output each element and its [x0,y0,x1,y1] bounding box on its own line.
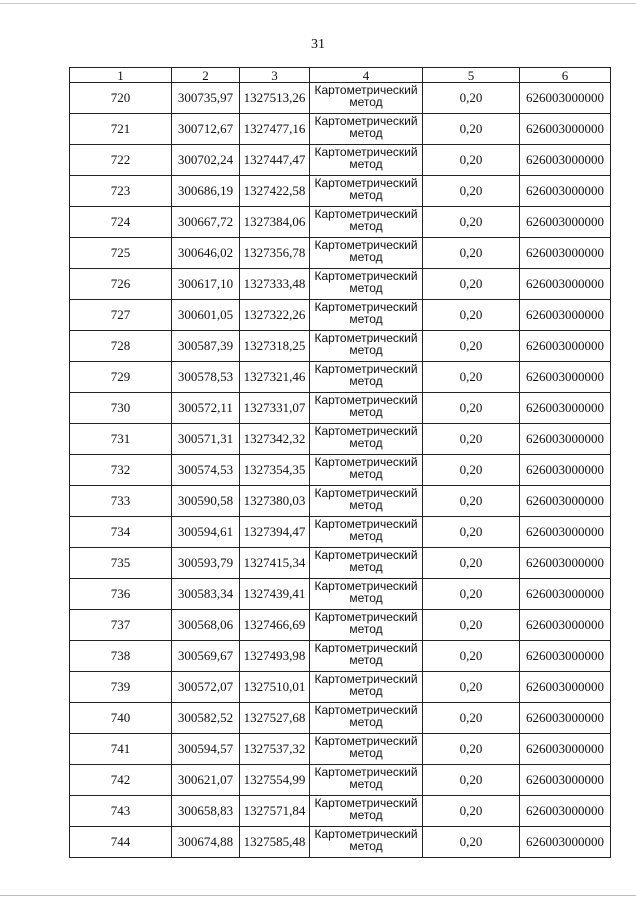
column-header: 4 [310,68,423,83]
code-cell: 626003000000 [520,269,611,300]
accuracy-cell: 0,20 [423,517,520,548]
point-number-cell: 724 [70,207,172,238]
code-cell: 626003000000 [520,424,611,455]
method-text-line2: метод [349,591,383,605]
table-row [70,641,611,672]
x-coordinate-cell: 300572,07 [172,672,240,703]
y-coordinate-cell: 1327354,35 [240,455,310,486]
method-text-line1: Картометрический [314,827,418,841]
method-text-line2: метод [349,529,383,543]
table-row [70,517,611,548]
accuracy-cell: 0,20 [423,424,520,455]
table-row [70,424,611,455]
column-header: 2 [172,68,240,83]
scan-edge-bottom [0,895,636,896]
x-coordinate-cell: 300702,24 [172,145,240,176]
x-coordinate-cell: 300569,67 [172,641,240,672]
x-coordinate-cell: 300582,52 [172,703,240,734]
point-number-cell: 732 [70,455,172,486]
method-text-line1: Картометрический [314,362,418,376]
method-cell [310,455,423,486]
point-number-cell: 730 [70,393,172,424]
code-cell: 626003000000 [520,579,611,610]
table-row [70,176,611,207]
y-coordinate-cell: 1327585,48 [240,827,310,858]
method-text-line1: Картометрический [314,672,418,686]
table-row [70,734,611,765]
method-cell [310,331,423,362]
code-cell: 626003000000 [520,672,611,703]
column-header: 6 [520,68,611,83]
code-cell: 626003000000 [520,145,611,176]
table-row [70,610,611,641]
accuracy-cell: 0,20 [423,734,520,765]
method-text-line2: метод [349,560,383,574]
column-header: 1 [70,68,172,83]
code-cell: 626003000000 [520,114,611,145]
method-text-line1: Картометрический [314,83,418,97]
column-header: 3 [240,68,310,83]
accuracy-cell: 0,20 [423,486,520,517]
table-row [70,703,611,734]
code-cell: 626003000000 [520,486,611,517]
method-cell [310,238,423,269]
point-number-cell: 736 [70,579,172,610]
accuracy-cell: 0,20 [423,331,520,362]
method-text-line1: Картометрический [314,486,418,500]
y-coordinate-cell: 1327571,84 [240,796,310,827]
method-cell [310,300,423,331]
accuracy-cell: 0,20 [423,765,520,796]
method-text-line1: Картометрический [314,796,418,810]
y-coordinate-cell: 1327554,99 [240,765,310,796]
method-text-line1: Картометрический [314,269,418,283]
point-number-cell: 734 [70,517,172,548]
table-row [70,579,611,610]
table-body [70,83,611,858]
y-coordinate-cell: 1327493,98 [240,641,310,672]
code-cell: 626003000000 [520,765,611,796]
method-cell [310,114,423,145]
y-coordinate-cell: 1327331,07 [240,393,310,424]
method-text-line2: метод [349,777,383,791]
y-coordinate-cell: 1327422,58 [240,176,310,207]
x-coordinate-cell: 300593,79 [172,548,240,579]
method-text-line2: метод [349,157,383,171]
table-row [70,238,611,269]
x-coordinate-cell: 300571,31 [172,424,240,455]
method-cell [310,424,423,455]
x-coordinate-cell: 300667,72 [172,207,240,238]
point-number-cell: 737 [70,610,172,641]
point-number-cell: 722 [70,145,172,176]
accuracy-cell: 0,20 [423,796,520,827]
method-text-line1: Картометрический [314,641,418,655]
table-row [70,765,611,796]
method-text-line1: Картометрический [314,300,418,314]
method-text-line2: метод [349,405,383,419]
x-coordinate-cell: 300617,10 [172,269,240,300]
method-cell [310,145,423,176]
code-cell: 626003000000 [520,83,611,114]
method-text-line1: Картометрический [314,238,418,252]
code-cell: 626003000000 [520,455,611,486]
table-row [70,269,611,300]
x-coordinate-cell: 300621,07 [172,765,240,796]
table-row [70,145,611,176]
y-coordinate-cell: 1327384,06 [240,207,310,238]
method-cell [310,486,423,517]
point-number-cell: 741 [70,734,172,765]
accuracy-cell: 0,20 [423,114,520,145]
y-coordinate-cell: 1327318,25 [240,331,310,362]
table-row [70,548,611,579]
method-text-line2: метод [349,467,383,481]
method-cell [310,827,423,858]
accuracy-cell: 0,20 [423,300,520,331]
point-number-cell: 731 [70,424,172,455]
method-text-line1: Картометрический [314,517,418,531]
x-coordinate-cell: 300568,06 [172,610,240,641]
method-cell [310,579,423,610]
method-text-line2: метод [349,653,383,667]
coordinates-table [69,67,611,858]
code-cell: 626003000000 [520,827,611,858]
method-text-line2: метод [349,343,383,357]
x-coordinate-cell: 300590,58 [172,486,240,517]
method-text-line1: Картометрический [314,548,418,562]
method-text-line1: Картометрический [314,145,418,159]
table-row [70,827,611,858]
y-coordinate-cell: 1327333,48 [240,269,310,300]
point-number-cell: 742 [70,765,172,796]
method-text-line1: Картометрический [314,703,418,717]
x-coordinate-cell: 300674,88 [172,827,240,858]
method-cell [310,734,423,765]
method-cell [310,641,423,672]
x-coordinate-cell: 300583,34 [172,579,240,610]
point-number-cell: 738 [70,641,172,672]
accuracy-cell: 0,20 [423,83,520,114]
x-coordinate-cell: 300572,11 [172,393,240,424]
y-coordinate-cell: 1327513,26 [240,83,310,114]
point-number-cell: 727 [70,300,172,331]
method-cell [310,207,423,238]
method-cell [310,362,423,393]
method-text-line2: метод [349,374,383,388]
method-text-line2: метод [349,219,383,233]
point-number-cell: 743 [70,796,172,827]
y-coordinate-cell: 1327537,32 [240,734,310,765]
y-coordinate-cell: 1327380,03 [240,486,310,517]
table-row [70,207,611,238]
method-text-line2: метод [349,95,383,109]
code-cell: 626003000000 [520,796,611,827]
table-header-row [70,68,611,83]
method-text-line1: Картометрический [314,114,418,128]
code-cell: 626003000000 [520,300,611,331]
point-number-cell: 726 [70,269,172,300]
method-text-line1: Картометрический [314,455,418,469]
method-cell [310,610,423,641]
method-text-line1: Картометрический [314,579,418,593]
method-cell [310,176,423,207]
method-text-line2: метод [349,839,383,853]
x-coordinate-cell: 300658,83 [172,796,240,827]
y-coordinate-cell: 1327321,46 [240,362,310,393]
x-coordinate-cell: 300686,19 [172,176,240,207]
method-cell [310,548,423,579]
code-cell: 626003000000 [520,548,611,579]
table-row [70,83,611,114]
scan-edge-top [0,3,636,4]
accuracy-cell: 0,20 [423,610,520,641]
point-number-cell: 723 [70,176,172,207]
table-row [70,672,611,703]
method-text-line2: метод [349,281,383,295]
x-coordinate-cell: 300574,53 [172,455,240,486]
method-text-line2: метод [349,188,383,202]
accuracy-cell: 0,20 [423,207,520,238]
y-coordinate-cell: 1327322,26 [240,300,310,331]
method-text-line2: метод [349,622,383,636]
x-coordinate-cell: 300712,67 [172,114,240,145]
method-text-line2: метод [349,126,383,140]
method-text-line2: метод [349,715,383,729]
accuracy-cell: 0,20 [423,145,520,176]
table-row [70,393,611,424]
column-header: 5 [423,68,520,83]
y-coordinate-cell: 1327477,16 [240,114,310,145]
y-coordinate-cell: 1327439,41 [240,579,310,610]
method-text-line2: метод [349,498,383,512]
method-text-line2: метод [349,250,383,264]
method-text-line1: Картометрический [314,610,418,624]
method-cell [310,83,423,114]
y-coordinate-cell: 1327342,32 [240,424,310,455]
y-coordinate-cell: 1327447,47 [240,145,310,176]
point-number-cell: 739 [70,672,172,703]
accuracy-cell: 0,20 [423,176,520,207]
accuracy-cell: 0,20 [423,393,520,424]
y-coordinate-cell: 1327356,78 [240,238,310,269]
x-coordinate-cell: 300601,05 [172,300,240,331]
method-text-line1: Картометрический [314,765,418,779]
y-coordinate-cell: 1327466,69 [240,610,310,641]
method-cell [310,672,423,703]
y-coordinate-cell: 1327415,34 [240,548,310,579]
x-coordinate-cell: 300594,57 [172,734,240,765]
x-coordinate-cell: 300594,61 [172,517,240,548]
point-number-cell: 720 [70,83,172,114]
method-cell [310,517,423,548]
method-cell [310,269,423,300]
method-cell [310,765,423,796]
table-row [70,455,611,486]
page-number: 31 [311,37,325,52]
accuracy-cell: 0,20 [423,548,520,579]
table-row [70,796,611,827]
method-cell [310,703,423,734]
y-coordinate-cell: 1327394,47 [240,517,310,548]
table-row [70,300,611,331]
point-number-cell: 728 [70,331,172,362]
method-text-line1: Картометрический [314,734,418,748]
y-coordinate-cell: 1327527,68 [240,703,310,734]
method-text-line1: Картометрический [314,424,418,438]
table-row [70,486,611,517]
code-cell: 626003000000 [520,331,611,362]
point-number-cell: 733 [70,486,172,517]
point-number-cell: 721 [70,114,172,145]
code-cell: 626003000000 [520,238,611,269]
method-text-line2: метод [349,684,383,698]
method-cell [310,393,423,424]
method-text-line1: Картометрический [314,331,418,345]
table-row [70,114,611,145]
method-text-line1: Картометрический [314,393,418,407]
accuracy-cell: 0,20 [423,827,520,858]
code-cell: 626003000000 [520,641,611,672]
method-text-line1: Картометрический [314,207,418,221]
x-coordinate-cell: 300578,53 [172,362,240,393]
x-coordinate-cell: 300646,02 [172,238,240,269]
code-cell: 626003000000 [520,517,611,548]
accuracy-cell: 0,20 [423,641,520,672]
y-coordinate-cell: 1327510,01 [240,672,310,703]
accuracy-cell: 0,20 [423,703,520,734]
accuracy-cell: 0,20 [423,455,520,486]
accuracy-cell: 0,20 [423,238,520,269]
point-number-cell: 735 [70,548,172,579]
accuracy-cell: 0,20 [423,362,520,393]
code-cell: 626003000000 [520,362,611,393]
method-text-line2: метод [349,746,383,760]
method-text-line2: метод [349,808,383,822]
table-row [70,362,611,393]
accuracy-cell: 0,20 [423,269,520,300]
code-cell: 626003000000 [520,703,611,734]
code-cell: 626003000000 [520,734,611,765]
accuracy-cell: 0,20 [423,579,520,610]
point-number-cell: 740 [70,703,172,734]
point-number-cell: 729 [70,362,172,393]
accuracy-cell: 0,20 [423,672,520,703]
method-text-line2: метод [349,436,383,450]
method-text-line2: метод [349,312,383,326]
method-cell [310,796,423,827]
method-text-line1: Картометрический [314,176,418,190]
code-cell: 626003000000 [520,207,611,238]
code-cell: 626003000000 [520,176,611,207]
x-coordinate-cell: 300735,97 [172,83,240,114]
point-number-cell: 744 [70,827,172,858]
code-cell: 626003000000 [520,610,611,641]
table-row [70,331,611,362]
point-number-cell: 725 [70,238,172,269]
code-cell: 626003000000 [520,393,611,424]
x-coordinate-cell: 300587,39 [172,331,240,362]
